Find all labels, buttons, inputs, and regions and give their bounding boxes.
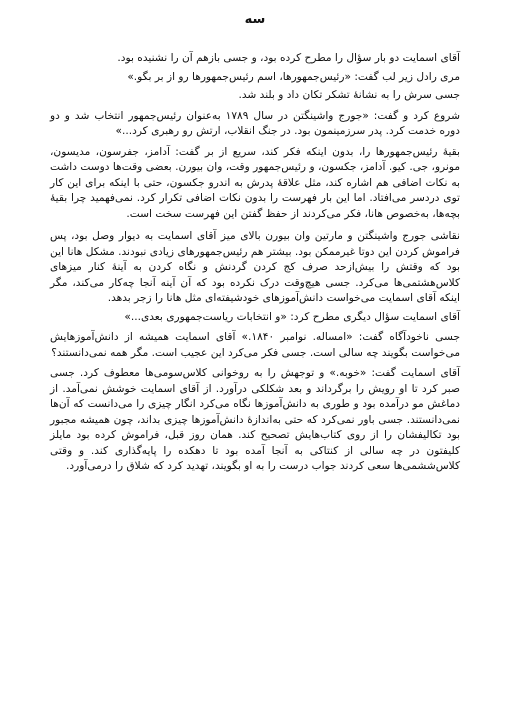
paragraph-7: آقای اسمایت سؤال دیگری مطرح کرد: «و انتخابات ریاست‌جمهوری بعدی...» — [124, 310, 460, 323]
paragraph-1: آقای اسمایت دو بار سؤال را مطرح کرده بود، و جسی بازهم آن را نشنیده بود. — [117, 52, 460, 64]
paragraph-9: آقای اسمایت گفت: «خوبه.» و توجهش را به روخوانی کلاس‌سومی‌ها معطوف کرد. جسی صبر کرد تا او رویش را برگرداند و بعد شکلکی درآورد. از آقای اسمایت خوشش نمی‌آمد. از دماغش مو درآمده بود و طوری به دانش‌آموزها نگاه می‌کرد انگار چیزی را می‌دانست که آن‌ها نمی‌دانستند. جسی باور نمی‌کرد که حتی به‌اندازهٔ دانش‌آموزها چیزی بداند، چون همیشه مجبور بود تکالیفشان را از روی کتاب‌هایش تصحیح کند. همان روز قبل، فراموش کرده بود مایلز کلیفتون در چه سالی از کنتاکی به آنجا آمده بود تا دهکده را پایه‌گذاری کند. و وقتی کلاس‌ششمی‌ها سعی کردند جواب درست را به او بگویند، تهدید کرد که شلاق را درمی‌آورد. — [50, 367, 460, 472]
paragraph-8: جسی ناخودآگاه گفت: «امساله. نوامبر ۱۸۴۰.» آقای اسمایت همیشه از دانش‌آموزهایش می‌خواست بگویند چه سالی است. جسی فکر می‌کرد این عجیب است. مگر همه نمی‌دانستند؟ — [50, 331, 460, 359]
paragraph-4: شروع کرد و گفت: «جورج واشینگتن در سال ۱۷۸۹ به‌عنوان رئیس‌جمهور انتخاب شد و دو دوره خدمت کرد. پدر سرزمینمون بود. در جنگ انقلاب، ارتش رو رهبری کرد...» — [50, 109, 460, 137]
paragraph-6: نقاشی جورج واشینگتن و مارتین وان بیورن بالای میز آقای اسمایت به دیوار وصل بود، پس فراموش کردن این دوتا غیرممکن بود. بیشتر هم رئیس‌جمهورهای زیادی نبودند. مشکل هانا این بود که وقتش را بیش‌ازحد صرف کج کردن گردنش و نگاه کردن به آینهٔ کنار میزهای کلاس‌هشتمی‌ها می‌کرد. جسی هیچ‌وقت درک نکرده بود که آن آینه آنجا چه‌کار می‌کند، مگر اینکه آقای اسمایت می‌خواست دانش‌آموزهای خودشیفته‌ای مثل هانا را زجر بدهد. — [50, 230, 460, 304]
paragraph-2: مری رادل زیر لب گفت: «رئیس‌جمهورها، اسم رئیس‌جمهورها رو از بر بگو.» — [127, 70, 460, 83]
paragraph-5: بقیهٔ رئیس‌جمهورها را، بدون اینکه فکر کند، سریع از بر گفت: آدامز، جفرسون، مدیسون، مونرو، جی. کیو. آدامز، جکسون، و رئیس‌جمهور وقت، وان بیورن. بعضی وقت‌ها دوست داشت به نکات اضافی هم اشاره کند، مثل علاقهٔ پدرش به اندرو جکسون، حتی با اینکه برای این کار توی دردسر می‌افتاد. اما این بار فهرست را بدون نکات اضافی تکرار کرد. نمی‌فهمید چرا بقیهٔ بچه‌ها، به‌خصوص هانا، فکر می‌کردند از حفظ گفتن این فهرست سخت است. — [50, 145, 460, 220]
paragraph-3: جسی سرش را به نشانهٔ تشکر تکان داد و بلند شد. — [238, 89, 460, 101]
chapter-title: سه — [244, 12, 266, 27]
